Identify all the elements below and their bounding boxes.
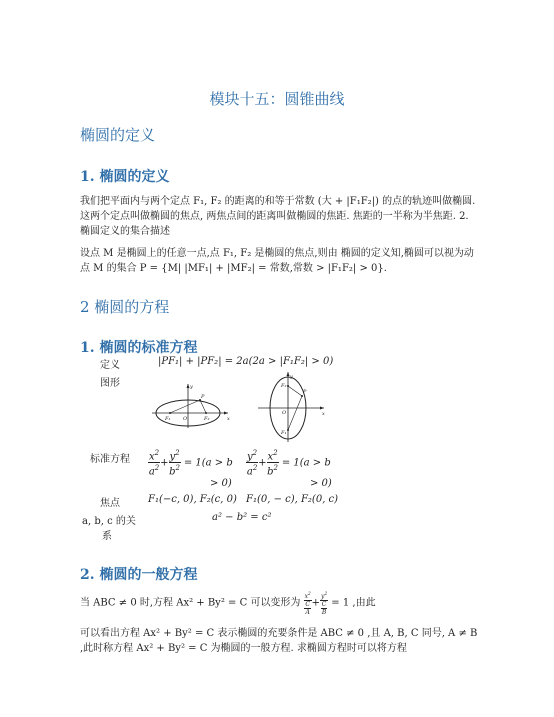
section-heading-ellipse-definition: 椭圆的定义 [80, 126, 156, 144]
graph2-x-label: x [322, 411, 325, 417]
graph2-o-label: O [282, 410, 287, 416]
graph2-f2-label: F₂ [281, 383, 287, 389]
standard-equation-vertical: $\frac{y^2}{a^2}$ + $\frac{x^2}{b^2}$ = 1(a > b [246, 449, 331, 478]
subheading-standard-equation: 1. 椭圆的标准方程 [80, 340, 198, 356]
standard-equation-horizontal-cond: > 0) [210, 478, 232, 489]
graph1-f1-label: F₁ [165, 416, 171, 422]
graph1-p-label: P [201, 394, 205, 400]
section-heading-ellipse-equation: 2 椭圆的方程 [80, 298, 170, 316]
graph1-y-label: y [190, 384, 193, 390]
table-value-definition: |PF₁| + |PF₂| = 2a(2a > |F₁F₂| > 0) [158, 356, 334, 367]
graph2-y-label: y [290, 374, 293, 380]
standard-equation-vertical-tail: = 1(a > b [281, 457, 331, 469]
table-label-focus: 焦点 [100, 498, 120, 509]
graph1-o-label: O [183, 416, 188, 422]
focus-vertical: F₁(0, − c), F₂(0, c) [246, 494, 339, 505]
paragraph-definition: 我们把平面内与两个定点 F₁, F₂ 的距离的和等于常数 (大 + |F₁F₂|) 的点的轨迹叫做椭圆. 这两个定点叫做椭圆的焦点, 两焦点间的距离叫做椭圆的焦距. 焦距的一半称为半焦距. 2. 椭圆定义的集合描述 [80, 196, 476, 237]
horizontal-ellipse-graph [150, 378, 232, 430]
standard-equation-horizontal-tail: = 1(a > b [183, 457, 233, 469]
vertical-ellipse-graph [256, 370, 328, 444]
paragraph-general-equation-start: 当 ABC ≠ 0 时,方程 Ax² + By² = C 可以变形为 [80, 597, 301, 609]
subheading-general-equation: 2. 椭圆的一般方程 [80, 567, 198, 583]
page-title: 模块十五：圆锥曲线 [209, 90, 345, 108]
paragraph-general-equation-condition: 可以看出方程 Ax² + By² = C 表示椭圆的充要条件是 ABC ≠ 0 ,且 A, B, C 同号, A ≠ B ,此时称方程 Ax² + By² = C 为椭圆的一般方程. 求椭圆方程时可以将方程 [80, 628, 478, 654]
table-label-definition: 定义 [100, 360, 120, 371]
graph2-f1-label: F₁ [281, 430, 287, 436]
abc-relation: a² − b² = c² [212, 512, 272, 523]
graph1-f2-label: F₂ [204, 416, 210, 422]
standard-equation-horizontal: $\frac{x^2}{a^2}$ + $\frac{y^2}{b^2}$ = 1(a > b [148, 449, 233, 478]
paragraph-general-equation-line1: 当 ABC ≠ 0 时,方程 Ax² + By² = C 可以变形为 $\frac{x^2}{\frac{C}{A}}$ + $\frac{y^2}{\frac{C}{B}}$ = 1 ,由此 [80, 591, 376, 616]
paragraph-general-equation-end: = 1 ,由此 [331, 597, 376, 609]
focus-horizontal: F₁(−c, 0), F₂(c, 0) [148, 494, 237, 505]
graph2-p-label: P [303, 389, 307, 395]
paragraph-set-description: 设点 M 是椭圆上的任意一点,点 F₁, F₂ 是椭圆的焦点,则由 椭圆的定义知,椭圆可以视为动点 M 的集合 P = {M| |MF₁| + |MF₂| = 常数,常数 > |F₁F₂| > 0}. [80, 248, 474, 274]
graph1-x-label: x [227, 416, 230, 422]
table-label-graph: 图形 [100, 378, 120, 389]
subheading-definition: 1. 椭圆的定义 [80, 169, 170, 185]
table-label-abc: a, b, c 的关 [82, 516, 136, 527]
table-label-abc-cont: 系 [102, 531, 112, 542]
table-label-standard-equation: 标准方程 [90, 454, 130, 465]
standard-equation-vertical-cond: > 0) [310, 478, 332, 489]
